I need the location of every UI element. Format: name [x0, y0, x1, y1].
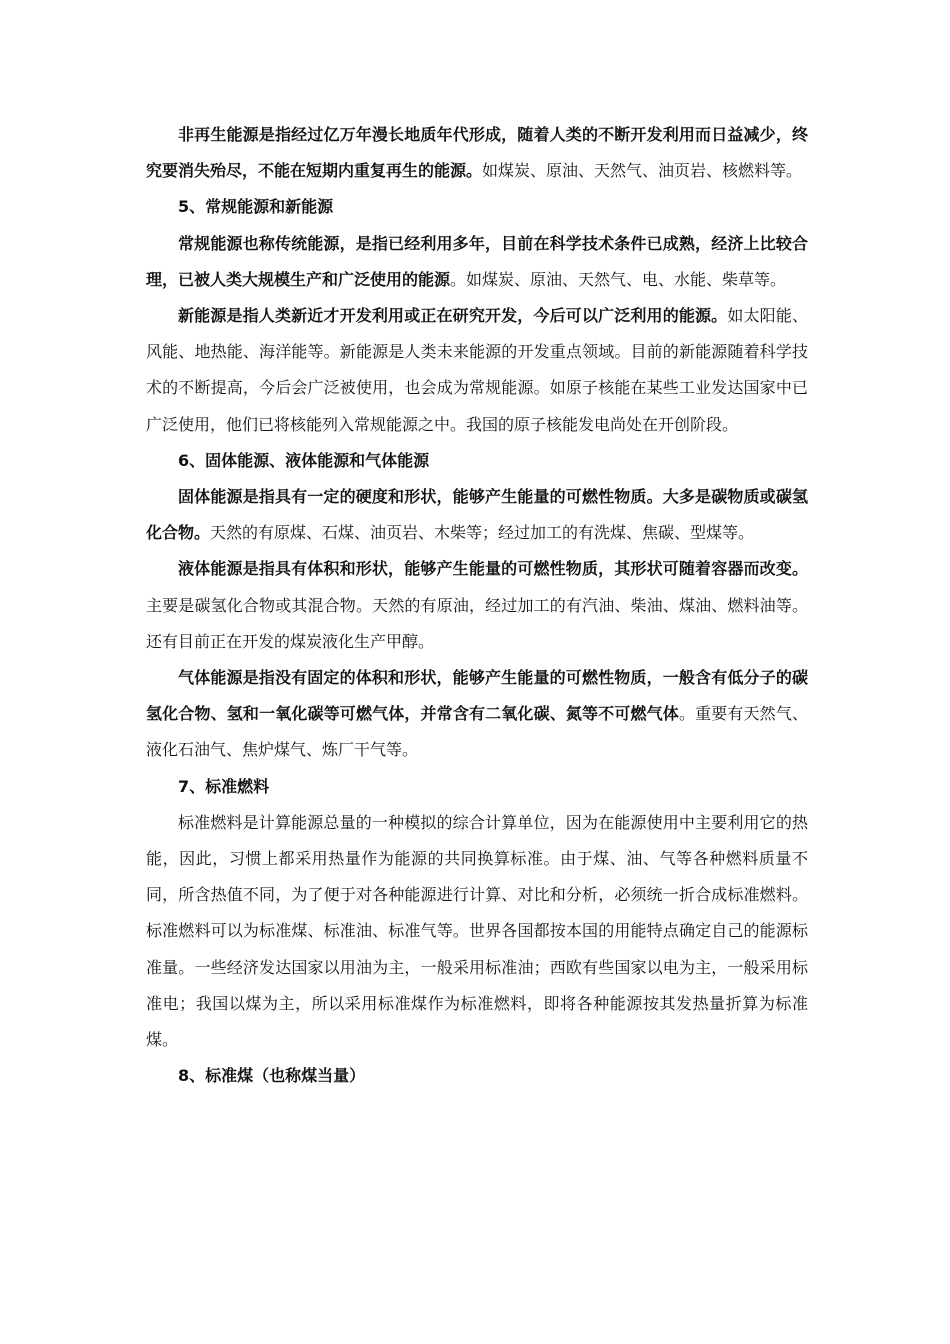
paragraph-gas-energy: [146, 660, 808, 769]
paragraph-standard-fuel: 标准燃料是计算能源总量的一种模拟的综合计算单位，因为在能源使用中主要利用它的热能，因此，习惯上都采用热量作为能源的共同换算标准。由于煤、油、气等各种燃料质量不同，所含热值不同，为了便于对各种能源进行计算、对比和分析，必须统一折合成标准燃料。标准燃料可以为标准煤、标准油、标准气等。世界各国都按本国的用能特点确定自己的能源标准量。一些经济发达国家以用油为主，一般采用标准油；西欧有些国家以电为主，一般采用标准电；我国以煤为主，所以采用标准煤作为标准燃料，即将各种能源按其发热量折算为标准煤。: [146, 812, 808, 1050]
examples-text: 主要是碳氢化合物或其混合物。天然的有原油，经过加工的有汽油、柴油、煤油、燃料油等。还有目前正在开发的煤炭液化生产甲醇。: [146, 595, 808, 651]
paragraph-nonrenewable-energy: [146, 117, 808, 189]
examples-text: 如煤炭、原油、天然气、油页岩、核燃料等。: [482, 161, 803, 181]
bold-definition: 固体能源是指具有一定的硬度和形状，能够产生能量的可燃性物质。大多是碳物质或碳氢化合物。: [146, 487, 808, 543]
examples-text: 如太阳能、风能、地热能、海洋能等。新能源是人类未来能源的开发重点领域。目前的新能源随着科学技术的不断提高，今后会广泛被使用，也会成为常规能源。如原子核能在某些工业发达国家中已广泛使用，他们已将核能列入常规能源之中。我国的原子核能发电尚处在开创阶段。: [146, 306, 808, 434]
section-heading-8: 8、标准煤（也称煤当量）: [178, 1066, 366, 1086]
paragraph-liquid-energy: [146, 551, 808, 660]
paragraph-conventional-energy: [146, 226, 808, 298]
section-heading-7: 7、标准燃料: [178, 776, 270, 796]
bold-definition: 气体能源是指没有固定的体积和形状，能够产生能量的可燃性物质，一般含有低分子的碳氢化合物、氢和一氧化碳等可燃气体，并常含有二氧化碳、氮等不可燃气体: [146, 668, 808, 724]
section-heading-6: 6、固体能源、液体能源和气体能源: [178, 450, 430, 470]
bold-definition: 非再生能源是指经过亿万年漫长地质年代形成，随着人类的不断开发利用而日益减少，终究要消失殆尽，不能在短期内重复再生的能源。: [146, 125, 808, 181]
bold-definition: 液体能源是指具有体积和形状，能够产生能量的可燃性物质，其形状可随着容器而改变。: [178, 559, 808, 579]
examples-text: 。重要有天然气、液化石油气、焦炉煤气、炼厂干气等。: [146, 704, 808, 760]
bold-definition: 新能源是指人类新近才开发利用或正在研究开发，今后可以广泛利用的能源。: [178, 306, 728, 326]
paragraph-new-energy: [146, 298, 808, 443]
examples-text: 天然的有原煤、石煤、油页岩、木柴等；经过加工的有洗煤、焦碳、型煤等。: [210, 523, 755, 543]
bold-definition: 常规能源也称传统能源，是指已经利用多年，目前在科学技术条件已成熟，经济上比较合理，已被人类大规模生产和广泛使用的能源: [146, 233, 808, 289]
paragraph-solid-energy: [146, 479, 808, 551]
document-page: [146, 117, 808, 1094]
section-heading-5: 5、常规能源和新能源: [178, 197, 334, 217]
examples-text: 。如煤炭、原油、天然气、电、水能、柴草等。: [450, 269, 787, 289]
